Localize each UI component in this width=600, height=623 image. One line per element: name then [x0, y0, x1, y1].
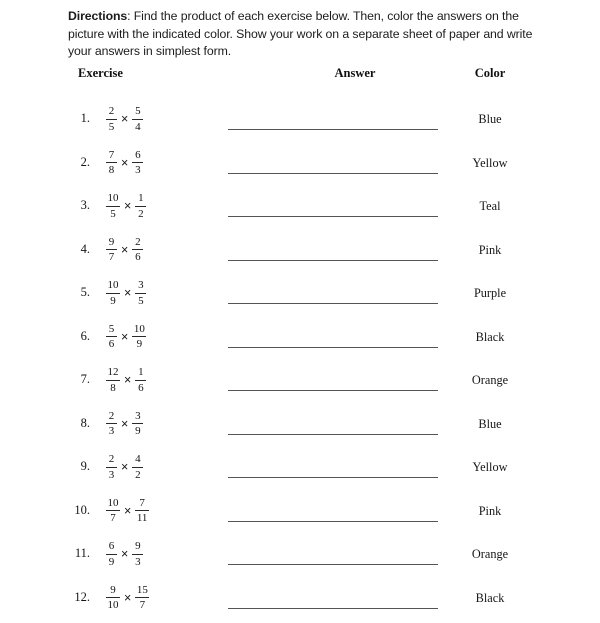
numerator: 15: [136, 583, 148, 596]
fraction-bar: [132, 119, 143, 120]
denominator: 6: [135, 251, 141, 263]
exercise-expression: [106, 233, 143, 267]
exercise-number: 1.: [80, 111, 90, 125]
denominator: 9: [110, 294, 116, 307]
exercise-row: [0, 187, 600, 231]
answer-blank-line[interactable]: [228, 129, 438, 130]
fraction-second: [132, 105, 143, 133]
fraction-second: [135, 366, 146, 394]
fraction-bar: [132, 467, 143, 468]
fraction-bar: [106, 249, 117, 250]
column-header-color: Color: [474, 66, 506, 80]
exercise-row: [0, 492, 600, 536]
numerator: 9: [108, 235, 115, 248]
exercise-expression: [106, 450, 143, 484]
color-label: Yellow: [472, 155, 508, 170]
fraction-bar: [135, 597, 149, 598]
denominator: 7: [110, 512, 116, 524]
color-label: Blue: [478, 112, 502, 126]
exercise-row: [0, 579, 600, 623]
denominator: 8: [108, 164, 115, 176]
multiply-icon: ×: [121, 416, 129, 431]
denominator: 3: [108, 468, 115, 481]
denominator: 4: [135, 120, 141, 133]
directions-text: : Find the product of each exercise below. Then, color the answers on the picture with the indicated color. Show your work on a separate sheet of paper and write your answers in simplest form.: [68, 9, 533, 58]
directions-lead-label: Directions: [68, 9, 128, 23]
fraction-second: [132, 149, 143, 177]
exercise-number: 2.: [80, 154, 90, 169]
fraction-bar: [106, 467, 117, 468]
numerator: 10: [133, 322, 145, 335]
exercise-expression: [106, 320, 146, 354]
color-label: Purple: [473, 286, 507, 300]
fraction-first: [106, 105, 117, 133]
exercise-number: 9.: [80, 459, 90, 473]
denominator: 3: [108, 425, 115, 437]
fraction-second: [135, 497, 149, 525]
fraction-bar: [106, 119, 117, 120]
numerator: 7: [108, 148, 115, 161]
multiply-icon: ×: [121, 242, 129, 257]
answer-blank-line[interactable]: [228, 347, 438, 348]
exercise-number: 5.: [80, 285, 90, 299]
color-label: Orange: [471, 373, 509, 387]
exercise-number: 11.: [74, 546, 90, 560]
denominator: 6: [108, 338, 115, 350]
fraction-first: [106, 149, 117, 177]
numerator: 10: [107, 496, 119, 509]
numerator: 5: [108, 322, 115, 335]
fraction-second: [135, 192, 146, 220]
fraction-first: [106, 192, 120, 220]
denominator: 10: [107, 599, 119, 611]
fraction-first: [106, 540, 117, 568]
denominator: 5: [108, 120, 115, 133]
color-label: Yellow: [472, 460, 508, 474]
numerator: 7: [139, 496, 145, 509]
answer-blank-line[interactable]: [228, 477, 438, 478]
fraction-bar: [106, 293, 120, 294]
numerator: 2: [135, 235, 141, 248]
fraction-second: [132, 236, 143, 264]
exercise-row: [0, 144, 600, 188]
answer-blank-line[interactable]: [228, 303, 438, 304]
color-label: Pink: [478, 503, 502, 518]
numerator: 2: [108, 453, 115, 465]
exercise-expression: [106, 102, 143, 136]
fraction-second: [135, 584, 149, 612]
multiply-icon: ×: [121, 112, 129, 126]
fraction-bar: [106, 597, 120, 598]
exercise-number: 12.: [74, 589, 90, 604]
exercise-expression: [106, 189, 146, 223]
answer-blank-line[interactable]: [228, 173, 438, 174]
fraction-bar: [106, 162, 117, 163]
denominator: 6: [138, 381, 144, 394]
fraction-first: [106, 366, 120, 394]
exercise-number: 6.: [80, 328, 90, 343]
denominator: 7: [108, 251, 115, 263]
multiply-icon: ×: [124, 199, 132, 213]
fraction-bar: [106, 423, 117, 424]
numerator: 5: [135, 105, 141, 117]
fraction-bar: [135, 510, 149, 511]
fraction-bar: [135, 380, 146, 381]
multiply-icon: ×: [124, 286, 132, 300]
fraction-first: [106, 584, 120, 612]
denominator: 11: [136, 512, 148, 524]
exercise-expression: [106, 537, 143, 571]
exercise-row: [0, 231, 600, 275]
fraction-second: [135, 279, 146, 307]
numerator: 1: [138, 192, 144, 204]
exercise-expression: [106, 407, 143, 441]
exercise-row: [0, 448, 600, 492]
answer-blank-line[interactable]: [228, 390, 438, 391]
exercise-expression: [106, 146, 143, 180]
fraction-first: [106, 410, 117, 438]
numerator: 9: [110, 583, 116, 596]
numerator: 12: [107, 366, 119, 378]
numerator: 2: [108, 105, 115, 117]
fraction-first: [106, 453, 117, 481]
exercise-row: [0, 535, 600, 579]
numerator: 6: [135, 148, 141, 161]
color-label: Black: [475, 329, 505, 344]
multiply-icon: ×: [121, 329, 129, 344]
exercise-row: [0, 318, 600, 362]
answer-blank-line[interactable]: [228, 521, 438, 522]
color-label: Pink: [478, 242, 502, 257]
exercise-expression: [106, 363, 146, 397]
denominator: 8: [110, 381, 116, 394]
denominator: 2: [135, 468, 141, 481]
color-label: Teal: [479, 199, 501, 213]
denominator: 7: [139, 599, 146, 611]
multiply-icon: ×: [121, 547, 129, 561]
numerator: 10: [107, 192, 119, 204]
answer-blank-line[interactable]: [228, 216, 438, 217]
column-header-answer: Answer: [334, 66, 376, 80]
fraction-bar: [106, 380, 120, 381]
answer-blank-line[interactable]: [228, 434, 438, 435]
answer-blank-line[interactable]: [228, 564, 438, 565]
numerator: 6: [108, 540, 115, 552]
exercise-expression: [106, 581, 149, 615]
exercise-row: [0, 405, 600, 449]
numerator: 9: [135, 540, 141, 552]
color-label: Orange: [471, 547, 509, 561]
denominator: 5: [138, 294, 144, 307]
denominator: 9: [136, 338, 143, 350]
exercise-number: 4.: [80, 241, 90, 256]
fraction-bar: [106, 336, 117, 337]
multiply-icon: ×: [121, 460, 129, 474]
numerator: 3: [138, 279, 144, 291]
fraction-first: [106, 323, 117, 351]
numerator: 4: [135, 453, 141, 465]
fraction-bar: [106, 554, 117, 555]
column-header-exercise: Exercise: [78, 66, 123, 80]
numerator: 3: [135, 409, 141, 422]
exercise-number: 8.: [80, 415, 90, 430]
color-label: Blue: [478, 416, 502, 431]
numerator: 10: [107, 279, 119, 291]
fraction-first: [106, 497, 120, 525]
fraction-bar: [132, 423, 143, 424]
fraction-bar: [135, 206, 146, 207]
numerator: 1: [138, 366, 144, 378]
denominator: 3: [135, 164, 141, 176]
answer-blank-line[interactable]: [228, 260, 438, 261]
exercise-expression: [106, 494, 149, 528]
fraction-bar: [135, 293, 146, 294]
denominator: 5: [110, 207, 116, 220]
fraction-first: [106, 236, 117, 264]
exercise-expression: [106, 276, 146, 310]
fraction-bar: [106, 206, 120, 207]
multiply-icon: ×: [124, 373, 132, 387]
denominator: 9: [108, 555, 115, 568]
denominator: 9: [135, 425, 141, 437]
exercise-row: [0, 274, 600, 318]
fraction-second: [132, 453, 143, 481]
multiply-icon: ×: [121, 155, 129, 170]
fraction-bar: [106, 510, 120, 511]
fraction-second: [132, 540, 143, 568]
fraction-second: [132, 323, 146, 351]
exercise-number: 10.: [74, 502, 90, 517]
denominator: 2: [138, 207, 144, 220]
fraction-bar: [132, 336, 146, 337]
numerator: 2: [108, 409, 115, 422]
fraction-bar: [132, 554, 143, 555]
multiply-icon: ×: [124, 503, 132, 518]
denominator: 3: [135, 555, 141, 568]
fraction-second: [132, 410, 143, 438]
exercise-row: [0, 100, 600, 144]
multiply-icon: ×: [124, 590, 132, 605]
fraction-first: [106, 279, 120, 307]
color-label: Black: [475, 590, 505, 605]
exercise-number: 7.: [80, 372, 90, 386]
fraction-bar: [132, 162, 143, 163]
exercise-number: 3.: [80, 198, 90, 212]
answer-blank-line[interactable]: [228, 608, 438, 609]
fraction-bar: [132, 249, 143, 250]
exercise-row: [0, 361, 600, 405]
